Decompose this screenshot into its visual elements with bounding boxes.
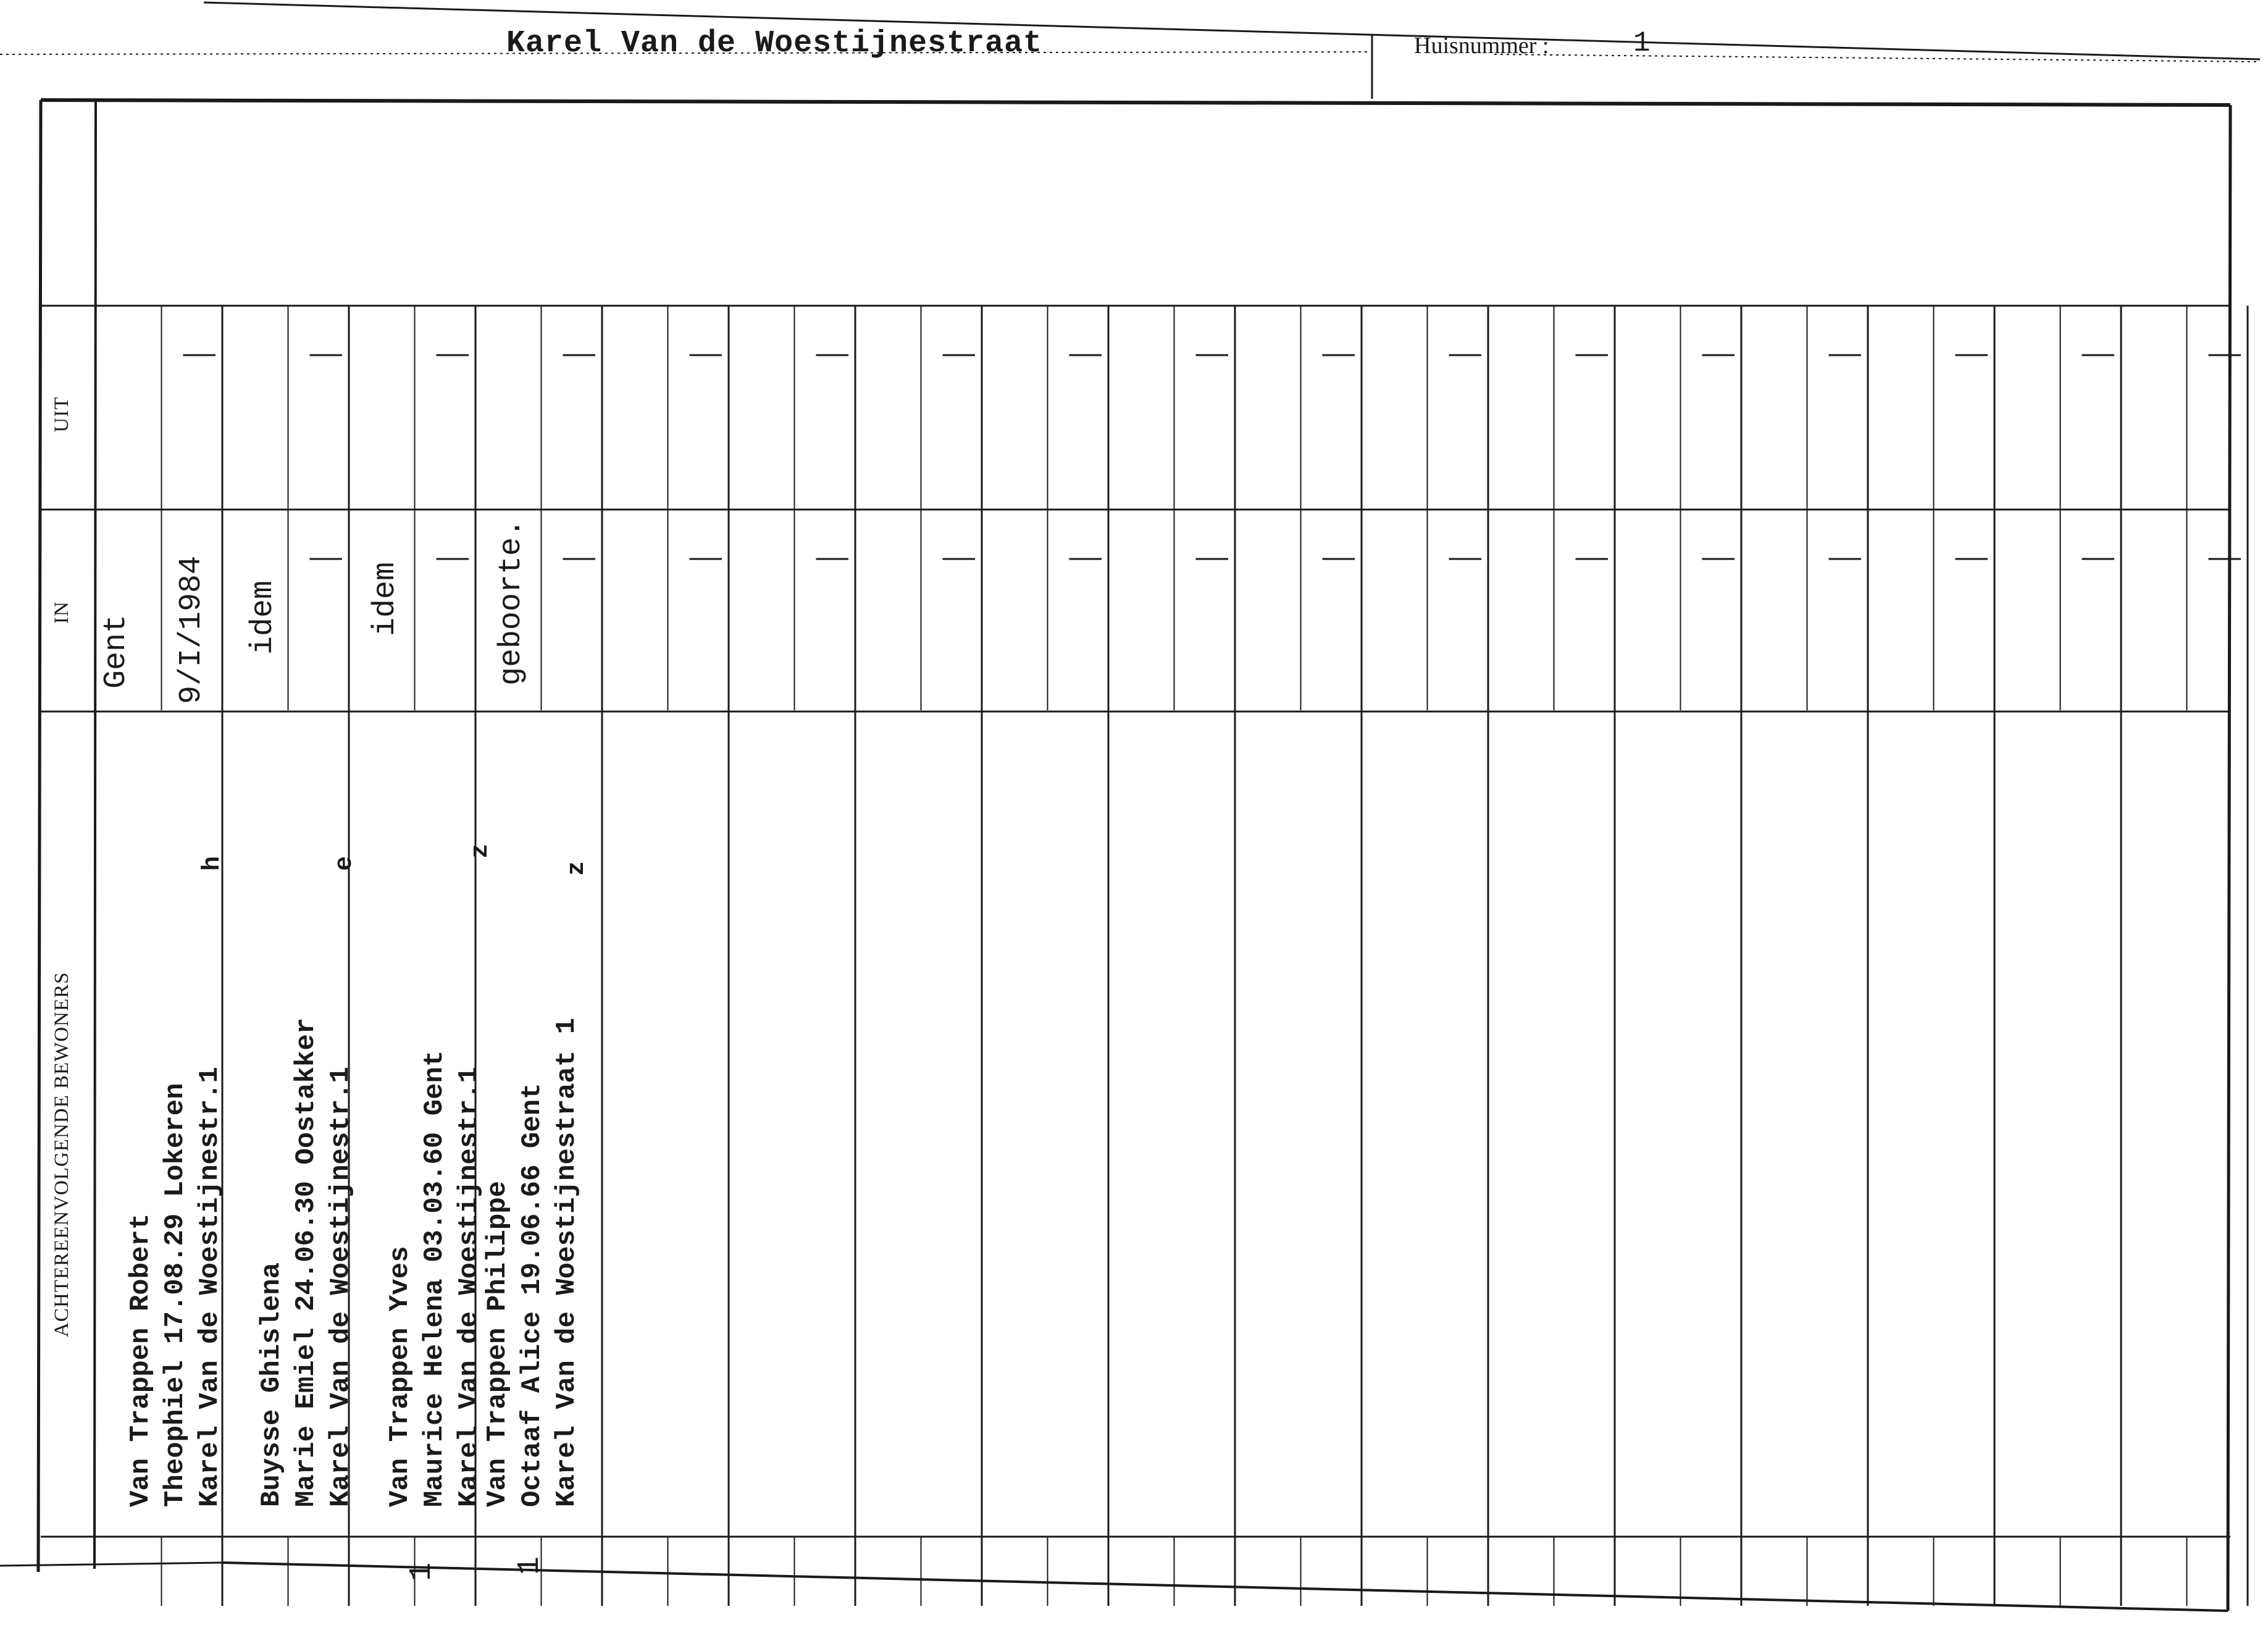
resident-birth: Octaaf Alice 19.06.66 Gent <box>517 1083 548 1507</box>
section-label-residents: ACHTEREENVOLGENDE BEWONERS <box>51 972 73 1337</box>
entry-in-place: idem <box>246 580 281 655</box>
resident-birth: Marie Emiel 24.06.30 Oostakker <box>291 1017 322 1507</box>
resident-entry <box>254 1018 358 1507</box>
entry-mark: z <box>467 843 495 859</box>
resident-address: Karel Van de Woestijnestr.1 <box>454 1067 485 1507</box>
resident-entry <box>383 1051 487 1507</box>
resident-address: Karel Van de Woestijnestr.1 <box>195 1067 225 1507</box>
resident-birth: Maurice Helena 03.03.60 Gent <box>419 1050 450 1507</box>
resident-name: Van Trappen Yves <box>385 1246 416 1507</box>
street-name: Karel Van de Woestijnestraat <box>506 26 1043 61</box>
resident-birth: Theophiel 17.08.29 Lokeren <box>160 1083 191 1507</box>
resident-name: Van Trappen Philippe <box>482 1180 513 1507</box>
resident-name: Buysse Ghislena <box>256 1262 287 1507</box>
bottom-mark: 1 <box>404 1562 440 1581</box>
entry-mark: h <box>199 855 227 871</box>
bottom-mark: 1 <box>513 1556 548 1575</box>
frame-top <box>41 100 2230 105</box>
frame-left <box>38 100 41 1572</box>
resident-address: Karel Van de Woestijnestr.1 <box>325 1067 356 1507</box>
house-number-label: Huisnummer : <box>1414 33 1549 59</box>
entry-in-place: geboorte. <box>494 518 529 686</box>
frame-bottom-left <box>0 1563 222 1566</box>
entry-mark: z <box>563 860 591 876</box>
resident-entry <box>480 1018 584 1507</box>
section-label-uit: UIT <box>51 397 73 432</box>
entry-in-place: Gent <box>99 614 134 689</box>
entry-in-date: 9/I/1984 <box>174 555 209 704</box>
house-number: 1 <box>1633 27 1651 59</box>
frame-right <box>2228 105 2230 1611</box>
entry-mark: e <box>331 855 359 871</box>
resident-name: Van Trappen Robert <box>125 1213 156 1507</box>
entry-in-place: idem <box>368 561 403 636</box>
section-label-in: IN <box>51 601 73 624</box>
resident-address: Karel Van de Woestijnestraat 1 <box>551 1017 582 1507</box>
resident-entry <box>123 1067 227 1507</box>
label-column-divider <box>94 100 96 1569</box>
